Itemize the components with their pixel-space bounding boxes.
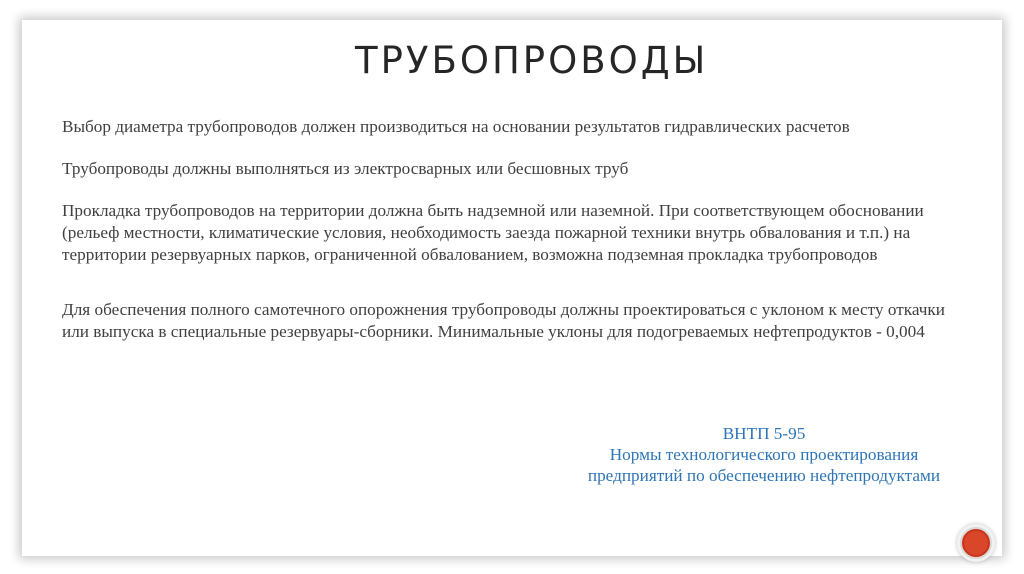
paragraph-pipe-type: Трубопроводы должны выполняться из электросварных или бесшовных труб	[62, 159, 629, 178]
source-title-line-2: предприятий по обеспечению нефтепродуктами	[587, 466, 941, 485]
badge-inner	[964, 531, 988, 555]
source-code: ВНТП 5-95	[722, 424, 806, 443]
paragraph-laying: Прокладка трубопроводов на территории должна быть надземной или наземной. При соответствующем обосновании (рельеф местности, климатические условия, необходимость заезда пожарной техники внутрь обвалования и т.п.) на территории резервуарных парков, ограниченной обвалованием, возможна подземная прокладка трубопроводов	[62, 201, 924, 264]
source-title-line-1: Нормы технологического проектирования	[609, 445, 919, 464]
paragraph-diameter: Выбор диаметра трубопроводов должен производиться на основании результатов гидравлических расчетов	[62, 117, 850, 136]
slide-title: ТРУБОПРОВОДЫ	[355, 39, 709, 82]
source-reference	[534, 423, 994, 486]
paragraph-slope: Для обеспечения полного самотечного опорожнения трубопроводы должны проектироваться с уклоном к месту откачки или выпуска в специальные резервуары-сборники. Минимальные уклоны для подогреваемых нефтепродуктов - 0,004	[62, 300, 945, 341]
slide-badge-icon[interactable]	[957, 524, 995, 562]
